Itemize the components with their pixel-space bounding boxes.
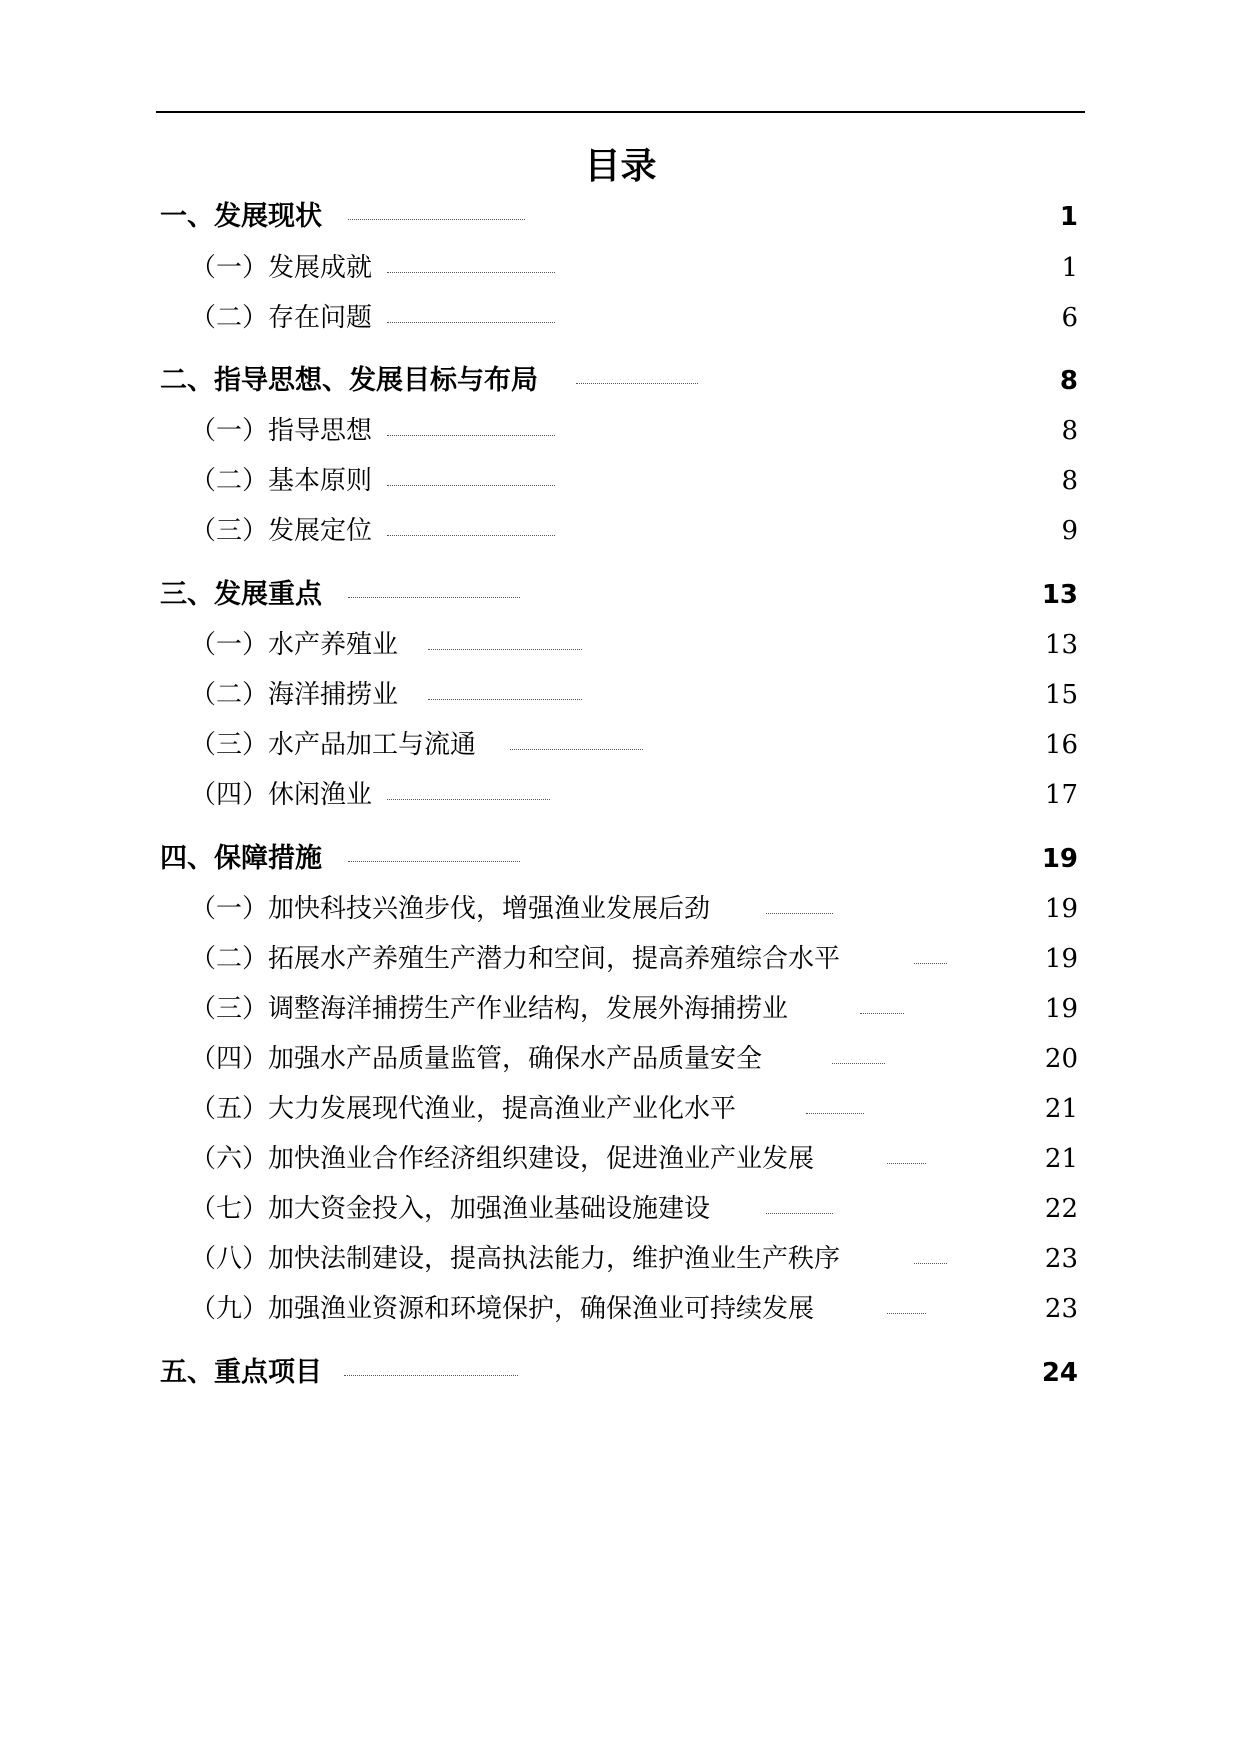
toc-page-number: 1	[1059, 202, 1078, 232]
toc-entry[interactable]	[190, 1289, 1078, 1329]
toc-dot-leader	[806, 1113, 864, 1114]
toc-page-number: 23	[1044, 1244, 1078, 1274]
toc-entry[interactable]	[160, 1353, 1078, 1393]
toc-entry-label: （三）水产品加工与流通	[190, 730, 477, 760]
toc-title: 目录	[584, 146, 657, 187]
toc-entry[interactable]	[190, 298, 1078, 338]
toc-entry[interactable]	[190, 775, 1078, 815]
toc-dot-leader	[510, 749, 643, 750]
toc-entry[interactable]	[190, 461, 1078, 501]
toc-dot-leader	[860, 1013, 904, 1014]
toc-entry-label: （一）发展成就	[190, 253, 373, 283]
toc-entry-label: （一）水产养殖业	[190, 630, 399, 660]
toc-entry-label: 二、指导思想、发展目标与布局	[160, 365, 538, 396]
toc-entry[interactable]	[190, 989, 1078, 1029]
toc-page-number: 6	[1061, 303, 1078, 333]
toc-dot-leader	[387, 272, 555, 273]
toc-entry[interactable]	[190, 1139, 1078, 1179]
toc-page-number: 22	[1044, 1194, 1078, 1224]
toc-entry-label: （六）加快渔业合作经济组织建设，促进渔业产业发展	[190, 1144, 815, 1174]
toc-page-number: 24	[1041, 1358, 1078, 1388]
toc-entry-label: （三）发展定位	[190, 516, 373, 546]
toc-dot-leader	[832, 1063, 885, 1064]
toc-dot-leader	[387, 485, 555, 486]
toc-entry[interactable]	[160, 575, 1078, 615]
toc-page-number: 19	[1044, 944, 1078, 974]
toc-dot-leader	[766, 1213, 833, 1214]
toc-entry[interactable]	[160, 197, 1078, 237]
header-rule	[156, 111, 1085, 113]
toc-entry-label: （二）海洋捕捞业	[190, 680, 399, 710]
toc-dot-leader	[576, 383, 698, 384]
toc-dot-leader	[348, 219, 525, 220]
toc-entry[interactable]	[160, 361, 1078, 401]
toc-page-number: 15	[1044, 680, 1078, 710]
toc-entry[interactable]	[190, 248, 1078, 288]
toc-entry-label: 四、保障措施	[160, 843, 322, 874]
toc-entry[interactable]	[190, 725, 1078, 765]
toc-entry-label: （一）指导思想	[190, 416, 373, 446]
toc-entry[interactable]	[190, 1189, 1078, 1229]
toc-entry-label: （七）加大资金投入，加强渔业基础设施建设	[190, 1194, 711, 1224]
toc-page-number: 23	[1044, 1294, 1078, 1324]
toc-dot-leader	[348, 597, 520, 598]
toc-entry-label: （一）加快科技兴渔步伐，增强渔业发展后劲	[190, 894, 711, 924]
toc-entry-label: （二）拓展水产养殖生产潜力和空间，提高养殖综合水平	[190, 944, 841, 974]
toc-dot-leader	[387, 322, 555, 323]
toc-page-number: 16	[1044, 730, 1078, 760]
toc-entry[interactable]	[190, 511, 1078, 551]
toc-entry-label: （三）调整海洋捕捞生产作业结构，发展外海捕捞业	[190, 994, 789, 1024]
toc-entry-label: （二）存在问题	[190, 303, 373, 333]
toc-entry[interactable]	[190, 939, 1078, 979]
toc-dot-leader	[387, 535, 555, 536]
toc-entry-label: （五）大力发展现代渔业，提高渔业产业化水平	[190, 1094, 737, 1124]
toc-dot-leader	[766, 913, 833, 914]
toc-page-number: 13	[1044, 630, 1078, 660]
toc-page-number: 21	[1044, 1144, 1078, 1174]
toc-page-number: 19	[1044, 894, 1078, 924]
toc-dot-leader	[887, 1163, 926, 1164]
toc-page-number: 17	[1044, 780, 1078, 810]
toc-entry[interactable]	[190, 675, 1078, 715]
toc-entry-label: 五、重点项目	[160, 1357, 322, 1388]
toc-entry[interactable]	[190, 1239, 1078, 1279]
toc-dot-leader	[887, 1313, 926, 1314]
toc-page-number: 13	[1041, 580, 1078, 610]
toc-entry-label: 三、发展重点	[160, 579, 322, 610]
toc-dot-leader	[428, 699, 582, 700]
toc-page-number: 9	[1061, 516, 1078, 546]
toc-page-number: 21	[1044, 1094, 1078, 1124]
toc-entry[interactable]	[190, 889, 1078, 929]
toc-entry-label: （八）加快法制建设，提高执法能力，维护渔业生产秩序	[190, 1244, 841, 1274]
toc-dot-leader	[344, 1375, 518, 1376]
toc-entry[interactable]	[190, 625, 1078, 665]
toc-entry-label: （四）加强水产品质量监管，确保水产品质量安全	[190, 1044, 763, 1074]
toc-page-number: 19	[1044, 994, 1078, 1024]
toc-entry-label: （九）加强渔业资源和环境保护，确保渔业可持续发展	[190, 1294, 815, 1324]
toc-dot-leader	[387, 435, 555, 436]
toc-entry[interactable]	[190, 1039, 1078, 1079]
toc-page-number: 19	[1041, 844, 1078, 874]
toc-entry-label: （二）基本原则	[190, 466, 373, 496]
toc-page-number: 8	[1061, 466, 1078, 496]
toc-dot-leader	[428, 649, 582, 650]
toc-page-number: 1	[1061, 253, 1078, 283]
toc-dot-leader	[914, 963, 947, 964]
toc-entry-label: 一、发展现状	[160, 201, 322, 232]
toc-page-number: 8	[1061, 416, 1078, 446]
toc-entry[interactable]	[190, 1089, 1078, 1129]
toc-dot-leader	[914, 1263, 947, 1264]
toc-entry-label: （四）休闲渔业	[190, 780, 373, 810]
toc-dot-leader	[348, 861, 520, 862]
toc-entry[interactable]	[160, 839, 1078, 879]
toc-page-number: 20	[1044, 1044, 1078, 1074]
toc-dot-leader	[387, 799, 550, 800]
toc-page-number: 8	[1059, 366, 1078, 396]
toc-entry[interactable]	[190, 411, 1078, 451]
